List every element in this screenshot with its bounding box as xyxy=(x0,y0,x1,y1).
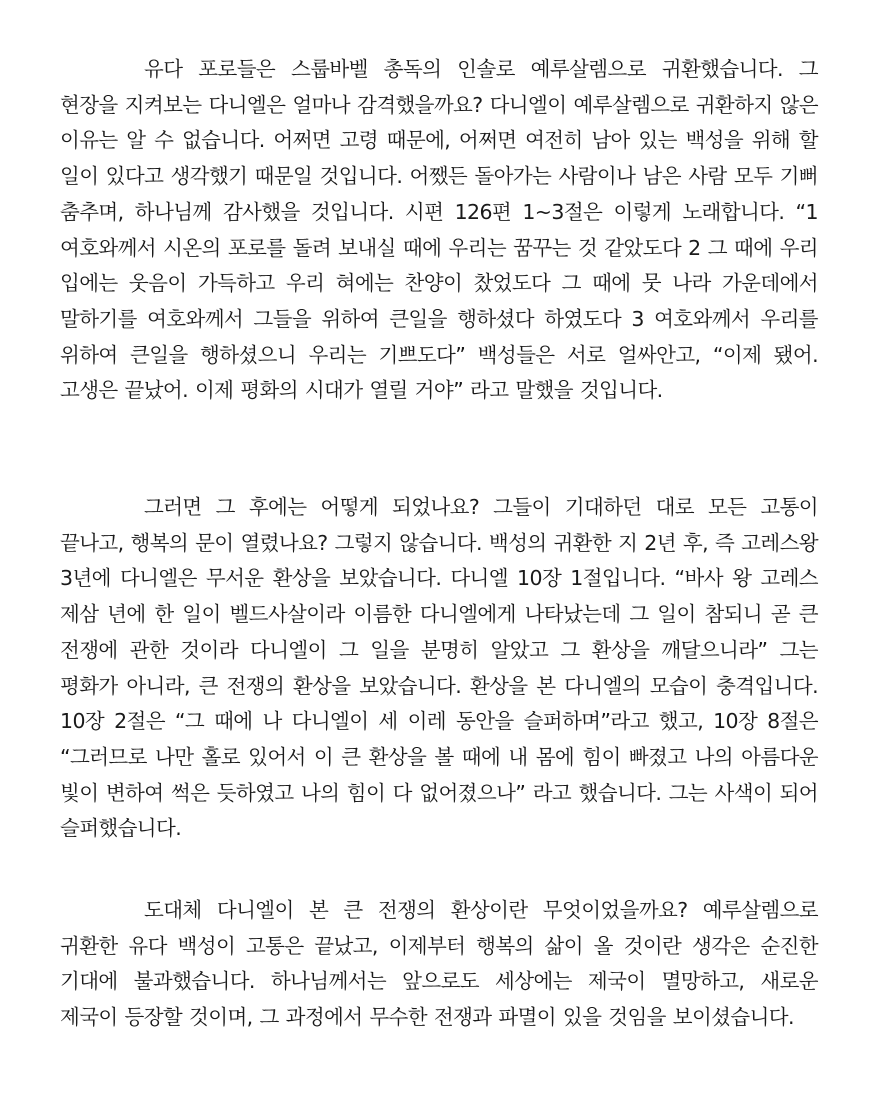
body-paragraph-2: 그러면 그 후에는 어떻게 되었나요? 그들이 기대하던 대로 모든 고통이 끝나고, 행복의 문이 열렸나요? 그렇지 않습니다. 백성의 귀환한 지 2년 후, 즉 고레스왕 3년에 다니엘은 무서운 환상을 보았습니다. 다니엘 10장 1절입니다. “바사 왕 고레스 제삼 년에 한 일이 벨드사살이라 이름한 다니엘에게 나타났는데 그 일이 참되니 곧 큰 전쟁에 관한 것이라 다니엘이 그 일을 분명히 알았고 그 환상을 깨달으니라” 그는 평화가 아니라, 큰 전쟁의 환상을 보았습니다. 환상을 본 다니엘의 모습이 충격입니다. 10장 2절은 “그 때에 나 다니엘이 세 이레 동안을 슬퍼하며”라고 했고, 10장 8절은 “그러므로 나만 홀로 있어서 이 큰 환상을 볼 때에 내 몸에 힘이 빠졌고 나의 아름다운 빛이 변하여 썩은 듯하였고 나의 힘이 다 없어졌으나” 라고 했습니다. 그는 사색이 되어 슬퍼했습니다. xyxy=(60,495,818,841)
body-paragraph-3: 도대체 다니엘이 본 큰 전쟁의 환상이란 무엇이었을까요? 예루살렘으로 귀환한 유다 백성이 고통은 끝났고, 이제부터 행복의 삶이 올 것이란 생각은 순진한 기대에 불과했습니다. 하나님께서는 앞으로도 세상에는 제국이 멸망하고, 새로운 제국이 등장할 것이며, 그 과정에서 무수한 전쟁과 파멸이 있을 것임을 보이셨습니다. xyxy=(60,898,818,1030)
body-paragraph-1: 유다 포로들은 스룹바벨 총독의 인솔로 예루살렘으로 귀환했습니다. 그 현장을 지켜보는 다니엘은 얼마나 감격했을까요? 다니엘이 예루살렘으로 귀환하지 않은 이유는 알 수 없습니다. 어쩌면 고령 때문에, 어쩌면 여전히 남아 있는 백성을 위해 할 일이 있다고 생각했기 때문일 것입니다. 어쨌든 돌아가는 사람이나 남은 사람 모두 기뻐 춤추며, 하나님께 감사했을 것입니다. 시편 126편 1~3절은 이렇게 노래합니다. “1 여호와께서 시온의 포로를 돌려 보내실 때에 우리는 꿈꾸는 것 같았도다 2 그 때에 우리 입에는 웃음이 가득하고 우리 혀에는 찬양이 찼었도다 그 때에 뭇 나라 가운데에서 말하기를 여호와께서 그들을 위하여 큰일을 행하셨다 하였도다 3 여호와께서 우리를 위하여 큰일을 행하셨으니 우리는 기쁘도다” 백성들은 서로 얼싸안고, “이제 됐어. 고생은 끝났어. 이제 평화의 시대가 열릴 거야” 라고 말했을 것입니다. xyxy=(60,57,818,403)
